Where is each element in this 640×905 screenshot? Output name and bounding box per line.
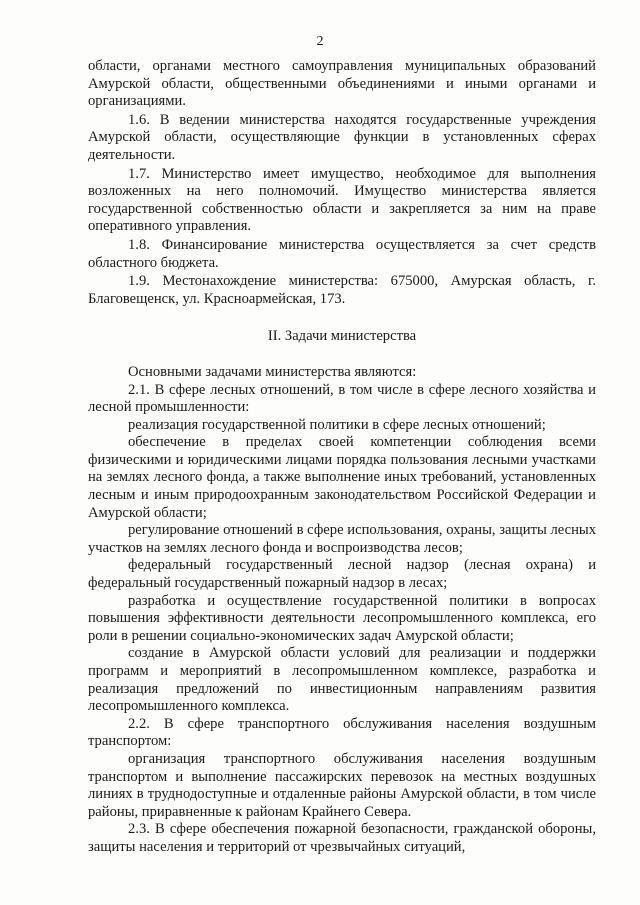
list-item: организация транспортного обслуживания населения воздушным транспортом и выполнение пассажирских перевозок на местных воздушных линиях в труднодоступные и отдаленные районы Амурской области, в том числе районы, приравненные к районам Крайнего Севера. (88, 750, 596, 820)
tasks-intro: Основными задачами министерства являются: (128, 363, 417, 380)
paragraph-1-9: 1.9. Местонахождение министерства: 675000, Амурская область, г. Благовещенск, ул. Красноармейская, 173. (88, 273, 596, 307)
page-number: 2 (316, 34, 324, 49)
list-item: реализация государственной политики в сфере лесных отношений; (128, 416, 546, 433)
list-item: федеральный государственный лесной надзор (лесная охрана) и федеральный государственный пожарный надзор в лесах; (88, 557, 596, 592)
paragraph-continuation: области, органами местного самоуправления муниципальных образований Амурской области, общественными объединениями и иными органами и организациями. (88, 58, 596, 110)
paragraph-1-7: 1.7. Министерство имеет имущество, необходимое для выполнения возложенных на него полномочий. Имущество министерства является государственной собственностью области и закрепляется за ним на праве оперативного управления. (88, 165, 596, 235)
paragraph-1-6: 1.6. В ведении министерства находятся государственные учреждения Амурской области, осуществляющие функции в установленных сферах деятельности. (88, 111, 596, 163)
list-item: обеспечение в пределах своей компетенции соблюдения всеми физическими и юридическими лицами порядка пользования лесными участками на землях лесного фонда, а также выполнение иных требований, установленных лесным и иным природоохранным законодательством Российской Федерации и Амурской области; (88, 434, 596, 521)
list-item: разработка и осуществление государственной политики в вопросах повышения эффективности деятельности лесопромышленного комплекса, его роли в решении социально-экономических задач Амурской области; (88, 592, 596, 644)
list-item: регулирование отношений в сфере использования, охраны, защиты лесных участков на землях лесного фонда и воспроизводства лесов; (88, 522, 596, 556)
section-heading: II. Задачи министерства (267, 328, 417, 345)
paragraph-2-2: 2.2. В сфере транспортного обслуживания населения воздушным транспортом: (88, 715, 596, 750)
paragraph-2-1: 2.1. В сфере лесных отношений, в том числе в сфере лесного хозяйства и лесной промышленности: (88, 381, 596, 416)
paragraph-1-8: 1.8. Финансирование министерства осуществляется за счет средств областного бюджета. (88, 236, 596, 271)
paragraph-2-3: 2.3. В сфере обеспечения пожарной безопасности, гражданской обороны, защиты населения и территорий от чрезвычайных ситуаций, (88, 821, 596, 855)
list-item: создание в Амурской области условий для реализации и поддержки программ и мероприятий в лесопромышленном комплексе, разработка и реализация предложений по инвестиционным направлениям развития лесопромышленного комплекса. (88, 645, 596, 715)
document-body (88, 58, 596, 857)
